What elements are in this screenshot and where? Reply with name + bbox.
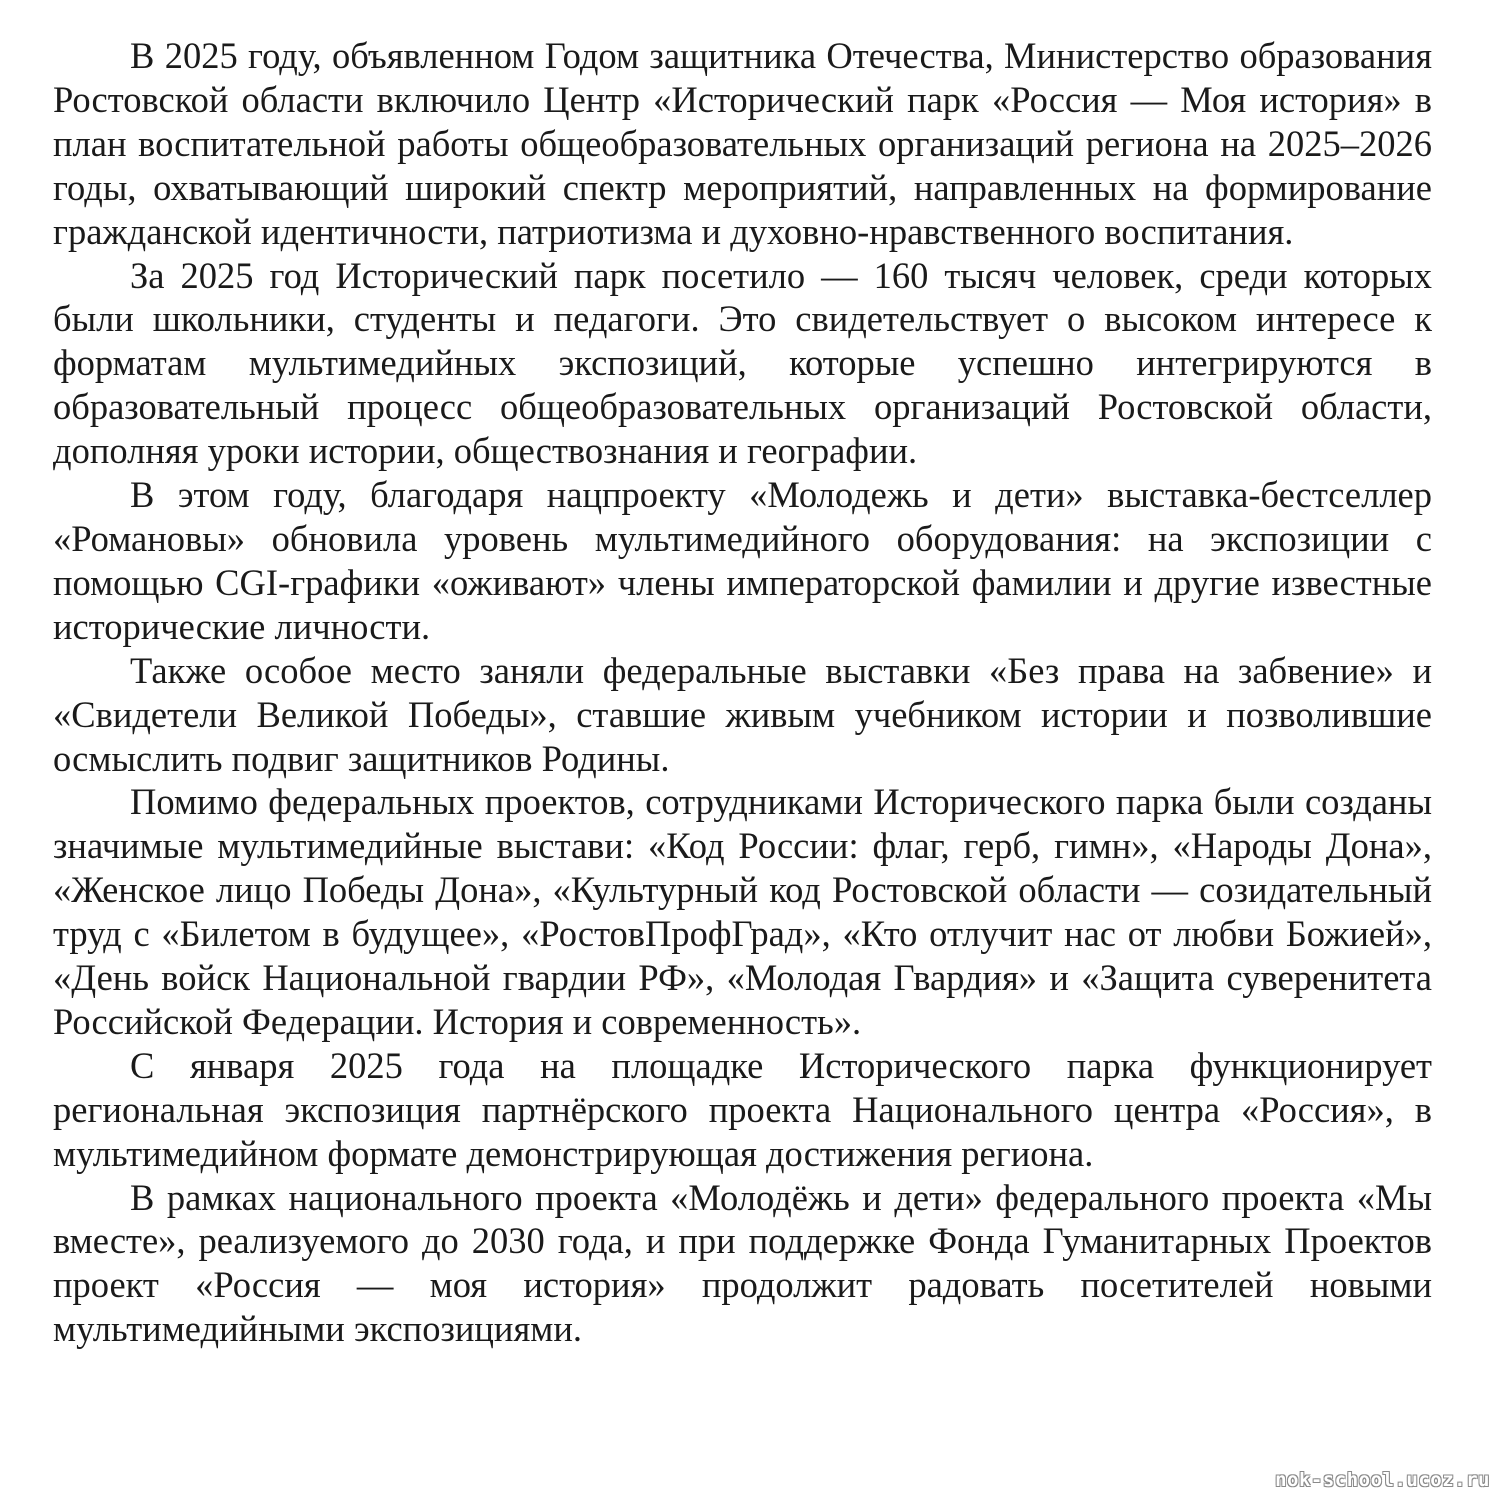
paragraph-1: В 2025 году, объявленном Годом защитника Отечества, Министерство образования Ростовской области включило Центр «Исторический парк «Россия — Моя история» в план воспитательной работы общеобразовательных организаций региона на 2025–2026 годы, охватывающий широкий спектр мероприятий, направленных на формирование гражданской идентичности, патриотизма и духовно-нравственного воспитания.	[53, 35, 1432, 252]
paragraph-7: В рамках национального проекта «Молодёжь и дети» федерального проекта «Мы вместе», реализуемого до 2030 года, и при поддержке Фонда Гуманитарных Проектов проект «Россия — моя история» продолжит радовать посетителей новыми мультимедийными экспозициями.	[53, 1176, 1432, 1350]
document-body	[53, 34, 1432, 1351]
paragraph-3: В этом году, благодаря нацпроекту «Молодежь и дети» выставка-бестселлер «Романовы» обновила уровень мультимедийного оборудования: на экспозиции с помощью CGI-графики «оживают» члены императорской фамилии и другие известные исторические личности.	[53, 474, 1432, 647]
paragraph-2: За 2025 год Исторический парк посетило — 160 тысяч человек, среди которых были школьники, студенты и педагоги. Это свидетельствует о высоком интересе к форматам мультимедийных экспозиций, которые успешно интегрируются в образовательный процесс общеобразовательных организаций Ростовской области, дополняя уроки истории, обществознания и географии.	[53, 254, 1432, 472]
paragraph-6: С января 2025 года на площадке Исторического парка функционирует региональная экспозиция партнёрского проекта Национального центра «Россия», в мультимедийном формате демонстрирующая достижения региона.	[53, 1044, 1432, 1174]
site-watermark: nok-school.ucoz.ru	[1275, 1469, 1490, 1491]
paragraph-4: Также особое место заняли федеральные выставки «Без права на забвение» и «Свидетели Великой Победы», ставшие живым учебником истории и позволившие осмыслить подвиг защитников Родины.	[53, 649, 1432, 779]
paragraph-5: Помимо федеральных проектов, сотрудниками Исторического парка были созданы значимые мультимедийные выстави: «Код России: флаг, герб, гимн», «Народы Дона», «Женское лицо Победы Дона», «Культурный код Ростовской области — созидательный труд с «Билетом в будущее», «РостовПрофГрад», «Кто отлучит нас от любви Божией», «День войск Национальной гвардии РФ», «Молодая Гвардия» и «Защита суверенитета Российской Федерации. История и современность».	[53, 781, 1432, 1042]
